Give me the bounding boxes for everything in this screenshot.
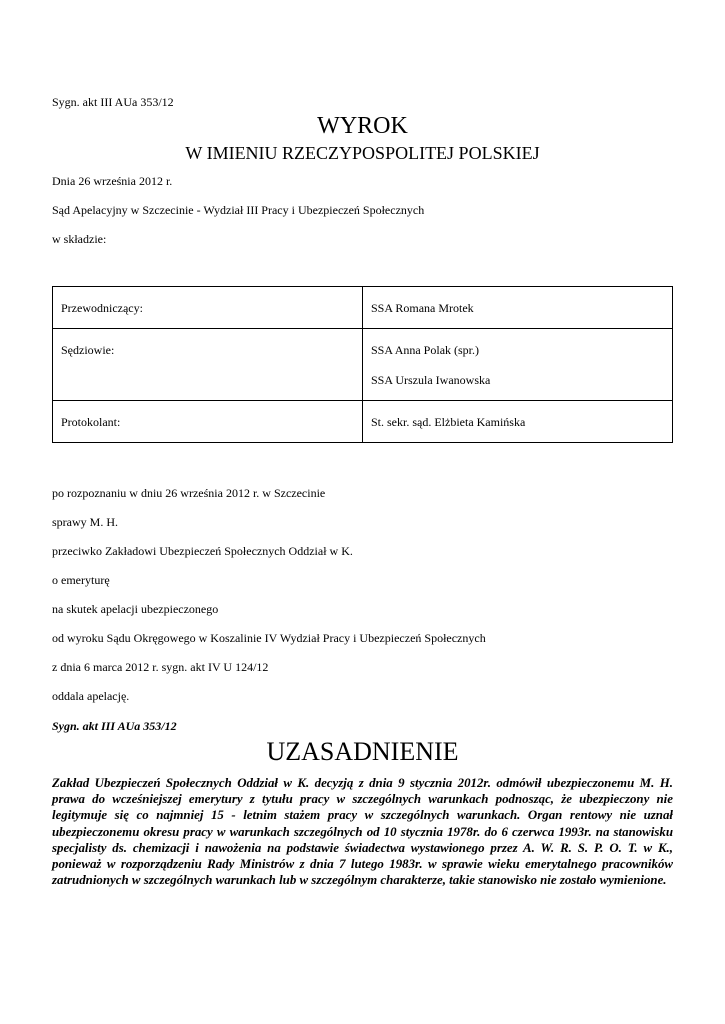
judges-label: Sędziowie: <box>61 343 115 357</box>
court-composition-table <box>52 286 673 443</box>
judge-name: SSA Anna Polak (spr.) <box>371 343 480 357</box>
table-row <box>53 401 673 443</box>
chair-value: SSA Romana Mrotek <box>371 301 474 315</box>
table-row <box>53 329 673 401</box>
verdict-line: przeciwko Zakładowi Ubezpieczeń Społecznych Oddział w K. <box>52 544 353 558</box>
clerk-label: Protokolant: <box>61 415 121 429</box>
judge-name: SSA Urszula Iwanowska <box>371 373 491 387</box>
composition-label: w składzie: <box>52 232 107 246</box>
court-name: Sąd Apelacyjny w Szczecinie - Wydział III Pracy i Ubezpieczeń Społecznych <box>52 203 425 217</box>
judges-value-cell <box>363 329 673 401</box>
verdict-line: od wyroku Sądu Okręgowego w Koszalinie IV Wydział Pracy i Ubezpieczeń Społecznych <box>52 631 486 645</box>
verdict-line: sprawy M. H. <box>52 515 118 529</box>
chair-label: Przewodniczący: <box>61 301 143 315</box>
verdict-line: po rozpoznaniu w dniu 26 września 2012 r. w Szczecinie <box>52 486 326 500</box>
reasoning-heading: UZASADNIENIE <box>266 737 459 766</box>
table-row <box>53 287 673 329</box>
chair-label-cell <box>53 287 363 329</box>
document-title: WYROK <box>317 113 408 139</box>
case-reference: Sygn. akt III AUa 353/12 <box>52 95 174 109</box>
judges-label-cell <box>53 329 363 401</box>
clerk-label-cell <box>53 401 363 443</box>
document-subtitle: W IMIENIU RZECZYPOSPOLITEJ POLSKIEJ <box>185 143 540 163</box>
chair-value-cell <box>363 287 673 329</box>
verdict-line: z dnia 6 marca 2012 r. sygn. akt IV U 124/12 <box>52 660 269 674</box>
verdict-line: o emeryturę <box>52 573 110 587</box>
clerk-value: St. sekr. sąd. Elżbieta Kamińska <box>371 415 526 429</box>
verdict-operative-line: oddala apelację. <box>52 689 130 703</box>
reasoning-paragraph: Zakład Ubezpieczeń Społecznych Oddział w K. decyzją z dnia 9 stycznia 2012r. odmówił ubezpieczonemu M. H. prawa do wcześniejszej emerytury z tytułu pracy w szczególnych warunkach podnosząc, że ubezpieczony nie legitymuje się co najmniej 15 - letnim stażem pracy w szczególnych warunkach. Organ rentowy nie uznał ubezpieczonemu okresu pracy w warunkach szczególnych od 10 stycznia 1978r. do 6 czerwca 1993r. na stanowisku specjalisty ds. chemizacji i nawożenia na podstawie świadectwa wystawionego przez A. W. R. S. P. O. T. w K., ponieważ w rozporządzeniu Rady Ministrów z dnia 7 lutego 1983r. w sprawie wieku emerytalnego pracowników zatrudnionych w szczególnych warunkach lub w szczególnym charakterze, takie stanowisko nie zostało wymienione. <box>52 776 673 888</box>
verdict-line: na skutek apelacji ubezpieczonego <box>52 602 219 616</box>
judgment-date: Dnia 26 września 2012 r. <box>52 174 173 188</box>
reasoning-case-reference: Sygn. akt III AUa 353/12 <box>52 719 177 733</box>
clerk-value-cell <box>363 401 673 443</box>
